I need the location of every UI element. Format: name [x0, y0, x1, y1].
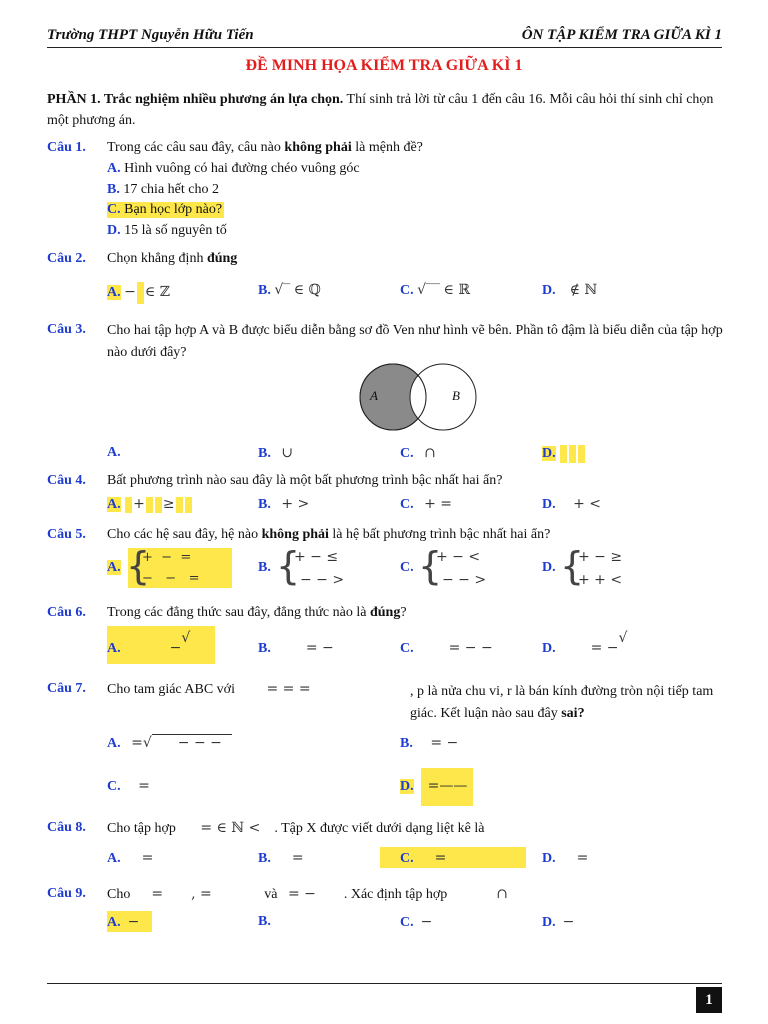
q2-option-a-math: ∈ ℤ — [144, 284, 170, 301]
q4-option-a-math: ≥ — [162, 496, 175, 512]
venn-label-a: A — [370, 388, 378, 403]
option-letter: C. — [400, 283, 414, 298]
q7-text-a: Cho tam giác ABC với — [107, 682, 235, 697]
q5-option-c-row1: + − < — [436, 549, 481, 565]
q7-option-c[interactable] — [107, 778, 150, 795]
footer-divider — [47, 983, 722, 984]
q1-option-c[interactable] — [107, 202, 224, 218]
q5-option-d[interactable] — [542, 560, 556, 576]
q7-text-bold: sai? — [561, 706, 585, 721]
q5-label: Câu 5. — [47, 527, 86, 542]
q9-option-d-math: − — [562, 914, 575, 930]
option-letter: B. — [107, 182, 120, 197]
q6-option-d-math: = − — [590, 640, 619, 656]
q4-text: Bất phương trình nào sau đây là một bất phương trình bậc nhất hai ẩn? — [107, 473, 503, 488]
q3-label: Câu 3. — [47, 322, 86, 337]
option-letter: A. — [107, 915, 121, 930]
q6-option-c[interactable] — [400, 640, 493, 657]
q5-option-a-row2: − − = — [142, 571, 200, 586]
venn-diagram — [358, 362, 478, 432]
q5-text-b: là hệ bất phương trình bậc nhất hai ẩn? — [328, 527, 551, 542]
q7-text-b: , p là nửa chu vi, r là bán kính đường tròn nội tiếp tam giác. Kết luận nào sau đây — [410, 684, 714, 721]
q2-option-c[interactable]: C. √‾‾ ∈ ℝ — [400, 282, 470, 298]
option-letter: C. — [400, 851, 414, 866]
q7-option-a[interactable]: A. =√ − − − — [107, 735, 232, 752]
school-name: Trường THPT Nguyễn Hữu Tiến — [47, 27, 254, 43]
option-letter: D. — [542, 915, 556, 930]
option-letter: B. — [258, 560, 271, 575]
q8-text-a: Cho tập hợp — [107, 821, 176, 836]
option-letter: A. — [107, 641, 121, 656]
page-number: 1 — [696, 987, 722, 1013]
q9-text — [107, 886, 508, 903]
q3-option-d[interactable] — [542, 445, 586, 463]
q8-option-a[interactable] — [107, 850, 153, 867]
q4-option-b-math: + > — [281, 496, 310, 512]
q2-text-bold: đúng — [206, 251, 238, 266]
option-letter: C. — [400, 560, 414, 575]
q9-label: Câu 9. — [47, 886, 86, 901]
option-letter: B. — [258, 851, 271, 866]
q8-option-c-math: = — [434, 850, 447, 866]
q5-option-c-row2: − − > — [442, 572, 487, 588]
q9-option-c-math: − — [420, 914, 433, 930]
q6-text-bold: đúng — [369, 605, 401, 620]
brace-icon: { — [418, 544, 443, 588]
q3-option-b[interactable] — [258, 445, 293, 462]
q2-text-a: Chọn khẳng định — [107, 251, 207, 266]
header-divider — [47, 47, 722, 48]
q3-option-a[interactable] — [107, 445, 121, 461]
q5-option-d-row2: + + < — [578, 572, 623, 588]
option-letter: C. — [400, 641, 414, 656]
q5-option-b-row2: − − > — [300, 572, 345, 588]
q2-option-d[interactable] — [542, 282, 597, 299]
q8-text-mid: = ∈ ℕ < — [200, 820, 261, 836]
q9-text-b: . Xác định tập hợp — [343, 887, 448, 902]
option-letter: D. — [542, 851, 556, 866]
q6-text — [107, 605, 407, 621]
q1-option-b[interactable] — [107, 182, 219, 198]
q1-option-c-text: Bạn học lớp nào? — [124, 202, 223, 217]
q1-text-b: là mệnh đề? — [351, 140, 423, 155]
q1-label: Câu 1. — [47, 140, 86, 155]
q9-text-m2: , = — [191, 886, 212, 902]
subject-title: ÔN TẬP KIỂM TRA GIỮA KÌ 1 — [521, 27, 722, 43]
q9-text-m4: ∩ — [496, 886, 509, 902]
q6-option-b-math: = − — [305, 640, 334, 656]
option-letter: C. — [400, 446, 414, 461]
q8-option-a-math: = — [141, 850, 154, 866]
option-letter: B. — [258, 641, 271, 656]
brace-icon: { — [560, 544, 585, 588]
q5-text — [107, 527, 550, 543]
q9-text-and: và — [264, 887, 278, 902]
q8-text-b: . Tập X được viết dưới dạng liệt kê là — [274, 821, 485, 836]
q2-option-a[interactable]: A. − ∈ ℤ — [107, 282, 170, 304]
part1-instruction: Thí sinh trả lời từ câu 1 đến câu 16. Mỗi câu hỏi thí sinh chỉ chọn một phương án. — [47, 92, 714, 128]
q5-option-b-row1: + − ≤ — [294, 549, 339, 565]
q5-text-a: Cho các hệ sau đây, hệ nào — [107, 527, 262, 542]
brace-icon: { — [126, 544, 151, 588]
q7-option-b-math: = − — [430, 735, 459, 751]
q9-option-a[interactable] — [107, 914, 139, 931]
q4-label: Câu 4. — [47, 473, 86, 488]
q9-text-m1: = — [151, 886, 164, 902]
q4-option-c[interactable] — [400, 496, 452, 513]
q6-text-a: Trong các đẳng thức sau đây, đẳng thức nào là — [107, 605, 370, 620]
part1-intro — [47, 89, 727, 131]
option-letter: A. — [107, 736, 121, 751]
q3-option-b-math: ∪ — [281, 445, 294, 461]
q2-text — [107, 251, 237, 267]
q7-text-line1 — [107, 681, 311, 698]
q8-option-d[interactable] — [542, 850, 588, 867]
option-letter: B. — [258, 283, 271, 298]
q9-option-d[interactable] — [542, 914, 574, 931]
q8-label: Câu 8. — [47, 820, 86, 835]
q1-text-a: Trong các câu sau đây, câu nào — [107, 140, 285, 155]
q6-text-b: ? — [400, 605, 407, 620]
option-letter: D. — [542, 641, 556, 656]
q5-option-a[interactable] — [107, 560, 121, 576]
q2-option-b[interactable]: B. √‾ ∈ ℚ — [258, 282, 321, 298]
q2-option-c-math: ∈ ℝ — [443, 282, 470, 298]
option-letter: D. — [400, 779, 414, 794]
q3-text: Cho hai tập hợp A và B được biểu diễn bằng sơ đồ Ven như hình vẽ bên. Phần tô đậm là biểu diễn của tập hợp nào dưới đây? — [107, 323, 723, 360]
page-title: ĐỀ MINH HỌA KIỂM TRA GIỮA KÌ 1 — [245, 57, 523, 74]
option-letter: D. — [107, 223, 121, 238]
q7-option-b[interactable] — [400, 735, 458, 752]
brace-icon: { — [276, 544, 301, 588]
option-letter: D. — [542, 497, 556, 512]
q2-option-b-math: ∈ ℚ — [293, 282, 321, 298]
q6-option-b[interactable] — [258, 640, 334, 657]
q5-option-a-row1: + − = — [142, 550, 192, 565]
option-letter: C. — [107, 779, 121, 794]
q1-option-a[interactable] — [107, 161, 360, 177]
q4-option-d-math: + < — [573, 496, 602, 512]
q6-label: Câu 6. — [47, 605, 86, 620]
q5-option-c[interactable] — [400, 560, 414, 576]
q9-option-a-math: − — [127, 914, 140, 930]
q7-option-a-math: = — [131, 735, 143, 751]
part1-heading: PHẦN 1. Trắc nghiệm nhiều phương án lựa chọn. — [47, 92, 344, 107]
q1-text — [107, 140, 423, 156]
option-letter: C. — [107, 202, 121, 217]
q7-label: Câu 7. — [47, 681, 86, 696]
option-letter: B. — [258, 914, 271, 929]
option-letter: A. — [107, 560, 121, 575]
q7-text-mid: = = = — [266, 681, 311, 697]
q6-option-a[interactable]: A. −√ — [107, 630, 191, 656]
q2-label: Câu 2. — [47, 251, 86, 266]
option-letter: B. — [258, 446, 271, 461]
q7-option-a-radicand: − − − — [152, 734, 232, 751]
option-letter: A. — [107, 851, 121, 866]
q9-option-c[interactable] — [400, 914, 432, 931]
q4-option-a[interactable]: A. + ≥ — [107, 496, 193, 513]
q8-option-c[interactable] — [400, 850, 446, 867]
q8-option-d-math: = — [576, 850, 589, 866]
q4-option-b[interactable] — [258, 496, 309, 513]
option-letter: B. — [400, 736, 413, 751]
q5-option-b[interactable] — [258, 560, 271, 576]
option-letter: C. — [400, 915, 414, 930]
q9-text-a: Cho — [107, 887, 131, 902]
q4-option-d[interactable] — [542, 496, 601, 513]
q3-option-c[interactable] — [400, 445, 436, 462]
q6-option-d[interactable]: D. = −√ — [542, 630, 628, 656]
venn-label-b: B — [452, 388, 460, 403]
option-letter: D. — [542, 560, 556, 575]
q5-text-bold: không phải — [261, 527, 329, 542]
option-letter: C. — [400, 497, 414, 512]
q7-option-c-math: = — [138, 778, 150, 794]
q6-option-a-math: − — [169, 640, 182, 656]
q9-text-m3: = − — [287, 886, 316, 902]
q2-option-d-math: ∉ ℕ — [569, 282, 598, 298]
q6-option-c-math: = − − — [448, 640, 493, 656]
q1-option-d-text: 15 là số nguyên tố — [124, 223, 227, 238]
q4-option-c-math: + = — [424, 496, 453, 512]
option-letter: A. — [107, 445, 121, 460]
option-letter: B. — [258, 497, 271, 512]
q1-text-bold: không phải — [284, 140, 352, 155]
option-letter: D. — [542, 446, 556, 462]
option-letter: A. — [107, 161, 121, 176]
q3-option-c-math: ∩ — [424, 445, 436, 461]
q7-text-line1b — [410, 681, 724, 725]
q8-option-b[interactable] — [258, 850, 304, 867]
q5-option-d-row1: + − ≥ — [578, 549, 623, 565]
q8-text — [107, 820, 484, 837]
option-letter: A. — [107, 497, 121, 512]
option-letter: D. — [542, 283, 556, 298]
q9-option-b[interactable] — [258, 914, 271, 930]
q8-option-b-math: = — [291, 850, 304, 866]
option-letter: A. — [107, 285, 121, 301]
q1-option-d[interactable] — [107, 223, 227, 239]
q1-option-a-text: Hình vuông có hai đường chéo vuông góc — [124, 161, 360, 176]
q7-option-d[interactable]: D. =—— — [400, 778, 468, 794]
q7-option-d-math: = — [427, 778, 440, 794]
q1-option-b-text: 17 chia hết cho 2 — [123, 182, 219, 197]
